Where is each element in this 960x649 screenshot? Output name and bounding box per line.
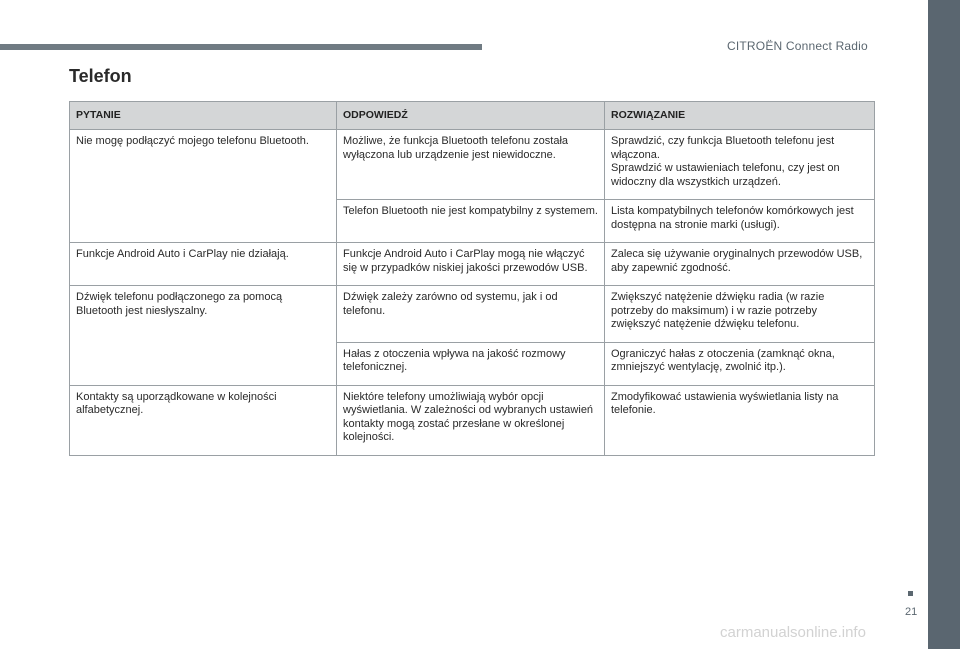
faq-table xyxy=(69,101,875,456)
page-edge-bar xyxy=(928,0,960,649)
header-rule xyxy=(0,44,482,50)
table-row xyxy=(70,286,875,343)
page-marker xyxy=(908,591,913,596)
solution-cell: Zmodyfikować ustawienia wyświetlania listy na telefonie. xyxy=(605,385,875,455)
answer-cell: Telefon Bluetooth nie jest kompatybilny z systemem. xyxy=(337,200,605,243)
section-title: Telefon xyxy=(69,66,132,86)
question-cell: Dźwięk telefonu podłączonego za pomocą Bluetooth jest niesłyszalny. xyxy=(70,286,337,386)
table-row xyxy=(70,130,875,200)
answer-cell: Hałas z otoczenia wpływa na jakość rozmowy telefonicznej. xyxy=(337,342,605,385)
question-cell: Nie mogę podłączyć mojego telefonu Bluetooth. xyxy=(70,130,337,243)
header-answer: ODPOWIEDŹ xyxy=(337,102,605,130)
table-header-row xyxy=(70,102,875,130)
watermark: carmanualsonline.info xyxy=(720,624,866,641)
table-row xyxy=(70,385,875,455)
solution-cell: Ograniczyć hałas z otoczenia (zamknąć okna, zmniejszyć wentylację, zwolnić itp.). xyxy=(605,342,875,385)
solution-cell: Sprawdzić, czy funkcja Bluetooth telefonu jest włączona. Sprawdzić w ustawieniach telefonu, czy jest on widoczny dla wszystkich urządzeń. xyxy=(605,130,875,200)
table-row xyxy=(70,243,875,286)
brand-label: CITROËN Connect Radio xyxy=(727,39,868,53)
header-solution: ROZWIĄZANIE xyxy=(605,102,875,130)
answer-cell: Możliwe, że funkcja Bluetooth telefonu została wyłączona lub urządzenie jest niewidoczne. xyxy=(337,130,605,200)
solution-cell: Zaleca się używanie oryginalnych przewodów USB, aby zapewnić zgodność. xyxy=(605,243,875,286)
question-cell: Funkcje Android Auto i CarPlay nie działają. xyxy=(70,243,337,286)
page-number: 21 xyxy=(905,606,918,618)
answer-cell: Funkcje Android Auto i CarPlay mogą nie włączyć się w przypadków niskiej jakości przewodów USB. xyxy=(337,243,605,286)
solution-cell: Zwiększyć natężenie dźwięku radia (w razie potrzeby do maksimum) i w razie potrzeby zwiększyć natężenie dźwięku telefonu. xyxy=(605,286,875,343)
answer-cell: Dźwięk zależy zarówno od systemu, jak i od telefonu. xyxy=(337,286,605,343)
question-cell: Kontakty są uporządkowane w kolejności alfabetycznej. xyxy=(70,385,337,455)
table-body xyxy=(70,130,875,456)
answer-cell: Niektóre telefony umożliwiają wybór opcji wyświetlania. W zależności od wybranych ustawień kontakty mogą zostać przesłane w określonej kolejności. xyxy=(337,385,605,455)
solution-cell: Lista kompatybilnych telefonów komórkowych jest dostępna na stronie marki (usługi). xyxy=(605,200,875,243)
header-question: PYTANIE xyxy=(70,102,337,130)
